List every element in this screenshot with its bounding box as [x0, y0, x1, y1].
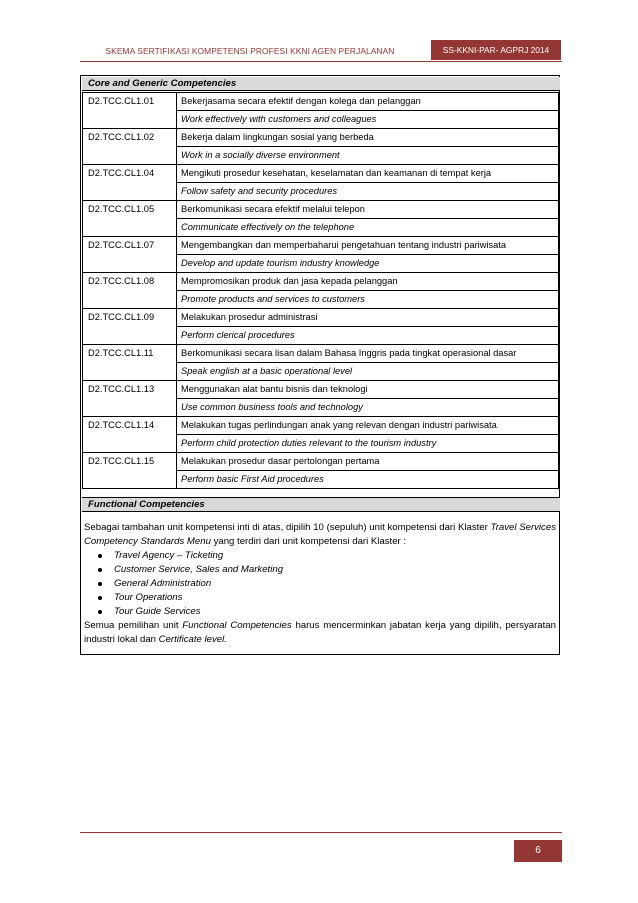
table-row — [83, 273, 559, 291]
unit-code: D2.TCC.CL1.07 — [83, 237, 177, 273]
table-row — [83, 237, 559, 255]
unit-title-english: Work in a socially diverse environment — [177, 147, 559, 165]
functional-competencies-heading: Functional Competencies — [82, 497, 560, 512]
unit-title-indonesian: Bekerjasama secara efektif dengan kolega dan pelanggan — [177, 93, 559, 111]
unit-title-indonesian: Mempromosikan produk dan jasa kepada pelanggan — [177, 273, 559, 291]
functional-competencies-body — [84, 521, 556, 647]
unit-code: D2.TCC.CL1.13 — [83, 381, 177, 417]
unit-title-indonesian: Menggunakan alat bantu bisnis dan teknologi — [177, 381, 559, 399]
unit-title-indonesian: Mengikuti prosedur kesehatan, keselamatan dan keamanan di tempat kerja — [177, 165, 559, 183]
table-row — [83, 309, 559, 327]
cluster-list-item: Tour Guide Services — [84, 605, 556, 619]
outro-italic-text-end: Certificate level. — [158, 634, 227, 645]
unit-title-indonesian: Berkomunikasi secara efektif melalui telepon — [177, 201, 559, 219]
unit-title-english: Speak english at a basic operational level — [177, 363, 559, 381]
unit-code: D2.TCC.CL1.01 — [83, 93, 177, 129]
document-code-badge: SS-KKNI-PAR- AGPRJ 2014 — [431, 40, 561, 60]
unit-title-english: Follow safety and security procedures — [177, 183, 559, 201]
unit-code: D2.TCC.CL1.08 — [83, 273, 177, 309]
unit-title-english: Develop and update tourism industry knowledge — [177, 255, 559, 273]
table-row — [83, 165, 559, 183]
table-row — [83, 129, 559, 147]
core-competencies-heading: Core and Generic Competencies — [82, 77, 560, 91]
cluster-list — [84, 549, 556, 619]
unit-title-indonesian: Melakukan prosedur dasar pertolongan pertama — [177, 453, 559, 471]
intro-text: Sebagai tambahan unit kompetensi inti di atas, dipilih 10 (sepuluh) unit kompetensi dari Klaster — [84, 522, 491, 533]
unit-title-indonesian: Bekerja dalam lingkungan sosial yang berbeda — [177, 129, 559, 147]
unit-title-indonesian: Berkomunikasi secara lisan dalam Bahasa Inggris pada tingkat operasional dasar — [177, 345, 559, 363]
unit-code: D2.TCC.CL1.14 — [83, 417, 177, 453]
unit-code: D2.TCC.CL1.09 — [83, 309, 177, 345]
intro-text-end: yang terdiri dari unit kompetensi dari Klaster : — [210, 536, 407, 547]
outro-text-middle: harus mencerminkan jabatan kerja yang dipilih, persyaratan industri lokal dan — [84, 620, 556, 645]
unit-title-indonesian: Melakukan tugas perlindungan anak yang relevan dengan industri pariwisata — [177, 417, 559, 435]
outro-text: Semua pemilihan unit — [84, 620, 183, 631]
cluster-list-item: Tour Operations — [84, 591, 556, 605]
table-row — [83, 417, 559, 435]
intro-italic-text: Travel Services Competency Standards Menu — [84, 522, 556, 547]
unit-title-english: Promote products and services to customers — [177, 291, 559, 309]
unit-title-english: Perform child protection duties relevant to the tourism industry — [177, 435, 559, 453]
table-row — [83, 381, 559, 399]
cluster-list-item: Travel Agency – Ticketing — [84, 549, 556, 563]
unit-title-english: Perform clerical procedures — [177, 327, 559, 345]
outro-italic-text: Functional Competencies — [182, 620, 292, 631]
table-row — [83, 345, 559, 363]
cluster-list-item: Customer Service, Sales and Marketing — [84, 563, 556, 577]
unit-code: D2.TCC.CL1.02 — [83, 129, 177, 165]
core-competencies-table — [82, 92, 559, 489]
unit-code: D2.TCC.CL1.04 — [83, 165, 177, 201]
unit-title-indonesian: Melakukan prosedur administrasi — [177, 309, 559, 327]
unit-code: D2.TCC.CL1.05 — [83, 201, 177, 237]
unit-title-english: Communicate effectively on the telephone — [177, 219, 559, 237]
unit-code: D2.TCC.CL1.11 — [83, 345, 177, 381]
cluster-list-item: General Administration — [84, 577, 556, 591]
table-row — [83, 93, 559, 111]
unit-title-indonesian: Mengembangkan dan memperbaharui pengetahuan tentang industri pariwisata — [177, 237, 559, 255]
table-row — [83, 201, 559, 219]
table-row — [83, 453, 559, 471]
functional-outro — [84, 619, 556, 647]
unit-title-english: Work effectively with customers and colleagues — [177, 111, 559, 129]
page-number: 6 — [514, 840, 562, 862]
unit-title-english: Perform basic First Aid procedures — [177, 471, 559, 489]
competency-table-frame — [80, 75, 560, 655]
functional-intro — [84, 521, 556, 549]
unit-title-english: Use common business tools and technology — [177, 399, 559, 417]
document-title: SKEMA SERTIFIKASI KOMPETENSI PROFESI KKNI AGEN PERJALANAN — [105, 46, 395, 56]
footer-divider — [80, 832, 562, 833]
header-divider — [80, 61, 562, 62]
unit-code: D2.TCC.CL1.15 — [83, 453, 177, 489]
